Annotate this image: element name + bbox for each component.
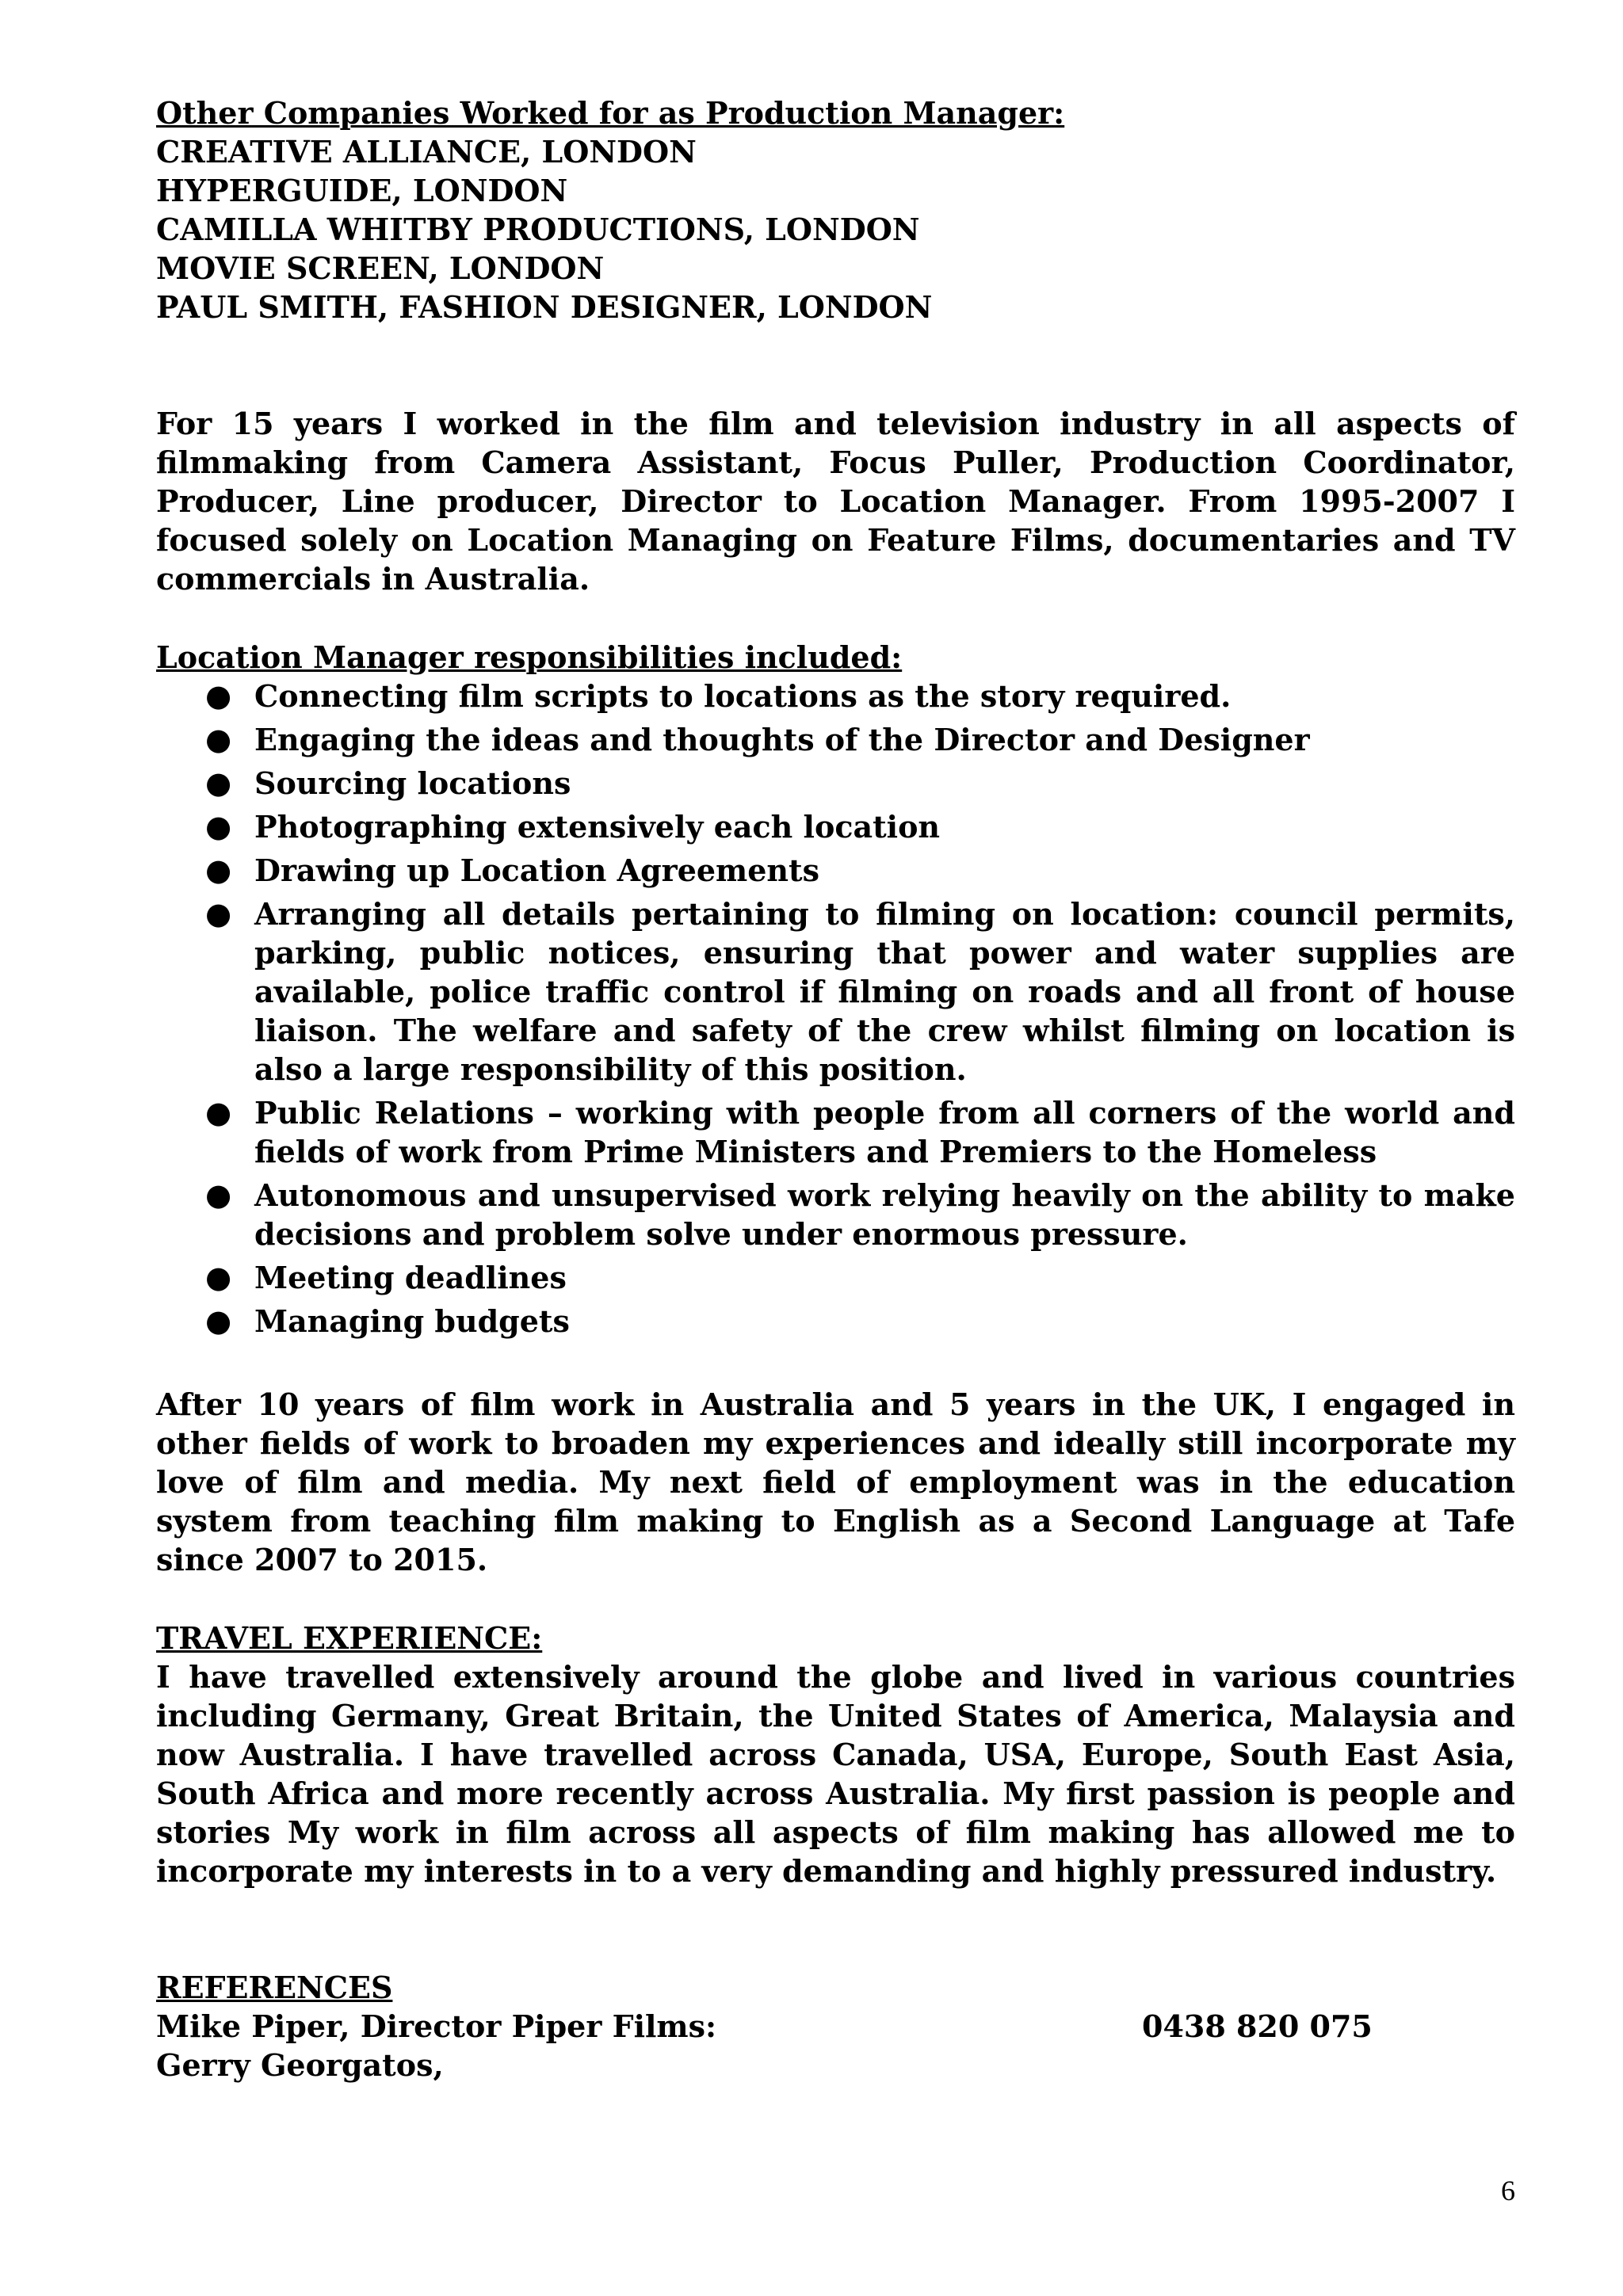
- responsibilities-list: [156, 677, 1515, 1341]
- list-item-text: Photographing extensively each location: [254, 809, 941, 845]
- list-item: [156, 720, 1515, 759]
- list-item-text: Managing budgets: [254, 1303, 570, 1339]
- bullet-icon: ●: [205, 852, 232, 887]
- list-item-text: Autonomous and unsupervised work relying heavily on the ability to make decisions and problem solve under enormous pressure.: [254, 1177, 1515, 1252]
- list-item: [156, 677, 1515, 715]
- travel-section: [156, 1619, 1515, 1890]
- reference-name: Mike Piper, Director Piper Films:: [156, 2008, 717, 2044]
- companies-section: [156, 93, 1515, 326]
- intro-paragraph: For 15 years I worked in the film and television industry in all aspects of filmmaking from Camera Assistant, Focus Puller, Production Coordinator, Producer, Line producer, Director to Location Manager. From 1995-2007 I focused solely on Location Managing on Feature Films, documentaries and TV commercials in Australia.: [156, 406, 1515, 597]
- reference-row: [156, 2046, 1515, 2084]
- list-item-text: Drawing up Location Agreements: [254, 852, 820, 888]
- responsibilities-section: [156, 638, 1515, 1341]
- list-item: [156, 851, 1515, 890]
- list-item: [156, 1176, 1515, 1253]
- list-item-text: Arranging all details pertaining to filming on location: council permits, parking, public notices, ensuring that power and water supplies are available, police traffic control if filming on roads and all front of house liaison. The welfare and safety of the crew whilst filming on location is also a large responsibility of this position.: [254, 896, 1515, 1087]
- document-page: [156, 93, 1515, 2084]
- list-item-text: Engaging the ideas and thoughts of the Director and Designer: [254, 722, 1310, 757]
- bullet-icon: ●: [205, 809, 232, 844]
- company-item: CAMILLA WHITBY PRODUCTIONS, LONDON: [156, 212, 920, 247]
- reference-phone: 0438 820 075: [1142, 2008, 1373, 2044]
- reference-row: [156, 2007, 1515, 2046]
- reference-name: Gerry Georgatos,: [156, 2047, 444, 2083]
- bullet-icon: ●: [205, 722, 232, 757]
- list-item-text: Meeting deadlines: [254, 1260, 567, 1295]
- company-item: PAUL SMITH, FASHION DESIGNER, LONDON: [156, 289, 933, 325]
- list-item: [156, 764, 1515, 803]
- company-item: MOVIE SCREEN, LONDON: [156, 250, 605, 286]
- list-item-text: Sourcing locations: [254, 765, 571, 801]
- travel-paragraph: I have travelled extensively around the globe and lived in various countries including Germany, Great Britain, the United States of America, Malaysia and now Australia. I have travelled across Canada, USA, Europe, South East Asia, South Africa and more recently across Australia. My first passion is people and stories My work in film across all aspects of film making has allowed me to incorporate my interests in to a very demanding and highly pressured industry.: [156, 1659, 1515, 1889]
- list-item: [156, 1302, 1515, 1341]
- page-number: 6: [1501, 2175, 1515, 2206]
- bullet-icon: ●: [205, 1303, 232, 1338]
- bullet-icon: ●: [205, 1177, 232, 1212]
- travel-heading: TRAVEL EXPERIENCE:: [156, 1620, 543, 1656]
- list-item: [156, 894, 1515, 1089]
- list-item: [156, 1258, 1515, 1297]
- responsibilities-heading: Location Manager responsibilities included:: [156, 639, 903, 675]
- bullet-icon: ●: [205, 765, 232, 800]
- references-section: [156, 1968, 1515, 2084]
- references-heading: REFERENCES: [156, 1970, 393, 2005]
- list-item-text: Public Relations – working with people from all corners of the world and fields of work from Prime Ministers and Premiers to the Homeless: [254, 1095, 1515, 1169]
- companies-heading: Other Companies Worked for as Production Manager:: [156, 95, 1065, 131]
- company-item: HYPERGUIDE, LONDON: [156, 173, 568, 208]
- after-paragraph: After 10 years of film work in Australia and 5 years in the UK, I engaged in other fields of work to broaden my experiences and ideally still incorporate my love of film and media. My next field of employment was in the education system from teaching film making to English as a Second Language at Tafe since 2007 to 2015.: [156, 1386, 1515, 1577]
- list-item: [156, 807, 1515, 846]
- bullet-icon: ●: [205, 678, 232, 713]
- list-item-text: Connecting film scripts to locations as the story required.: [254, 678, 1232, 714]
- bullet-icon: ●: [205, 1095, 232, 1130]
- bullet-icon: ●: [205, 896, 232, 931]
- company-item: CREATIVE ALLIANCE, LONDON: [156, 134, 697, 170]
- bullet-icon: ●: [205, 1260, 232, 1295]
- list-item: [156, 1093, 1515, 1171]
